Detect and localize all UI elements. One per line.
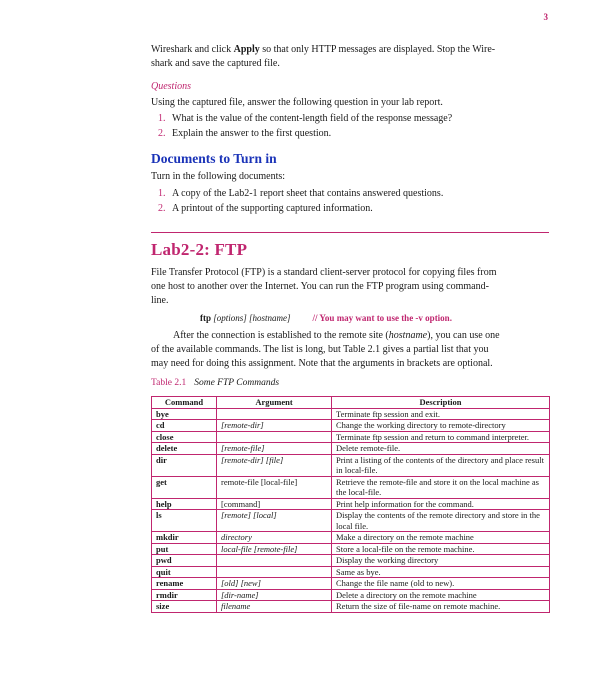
ftp-commands-table <box>151 396 550 613</box>
description-cell: Display the contents of the remote directory and store in the local file. <box>332 510 550 532</box>
description-cell: Delete remote-file. <box>332 443 550 455</box>
argument-cell: local-file [remote-file] <box>217 543 332 555</box>
list-item <box>158 186 443 201</box>
intro-paragraph <box>151 43 551 71</box>
command-cell: help <box>152 498 217 510</box>
document-text: A copy of the Lab2-1 report sheet that contains answered questions. <box>172 188 444 199</box>
argument-cell: remote-file [local-file] <box>217 476 332 498</box>
command-cell: cd <box>152 420 217 432</box>
argument-cell: [remote-dir] [file] <box>217 454 332 476</box>
table-row <box>152 555 550 567</box>
ftp-command-line <box>200 313 452 323</box>
questions-heading: Questions <box>151 81 191 92</box>
description-cell: Make a directory on the remote machine <box>332 532 550 544</box>
list-item <box>158 111 452 126</box>
ftp-command: ftp <box>200 313 211 323</box>
paragraph-line: one host to another over the Internet. You can run the FTP program using command- <box>151 281 489 292</box>
column-header-command: Command <box>152 397 217 409</box>
document-text: A printout of the supporting captured information. <box>172 203 373 214</box>
argument-cell <box>217 431 332 443</box>
command-cell: put <box>152 543 217 555</box>
column-header-description: Description <box>332 397 550 409</box>
question-text: What is the value of the content-length field of the response message? <box>172 113 453 124</box>
table-row <box>152 543 550 555</box>
list-number: 1. <box>158 113 166 124</box>
table-row <box>152 532 550 544</box>
apply-keyword: Apply <box>233 44 260 55</box>
command-cell: get <box>152 476 217 498</box>
paragraph-line: may need for doing this assignment. Note that the arguments in brackets are optional. <box>151 358 493 369</box>
argument-cell: [remote] [local] <box>217 510 332 532</box>
command-cell: bye <box>152 408 217 420</box>
questions-list <box>158 111 452 141</box>
description-cell: Retrieve the remote-file and store it on the local machine as the local-file. <box>332 476 550 498</box>
documents-lead: Turn in the following documents: <box>151 171 286 182</box>
table-row <box>152 566 550 578</box>
command-cell: mkdir <box>152 532 217 544</box>
command-cell: rename <box>152 578 217 590</box>
argument-cell <box>217 408 332 420</box>
section-divider <box>151 232 549 233</box>
command-cell: pwd <box>152 555 217 567</box>
argument-cell: [old] [new] <box>217 578 332 590</box>
hostname-term: hostname <box>388 330 428 341</box>
ftp-paragraph <box>151 266 551 308</box>
intro-text: shark and save the captured file. <box>151 58 280 69</box>
page-number: 3 <box>543 12 548 22</box>
table-row <box>152 601 550 613</box>
command-cell: rmdir <box>152 589 217 601</box>
table-caption <box>151 378 279 388</box>
question-text: Explain the answer to the first question. <box>172 128 332 139</box>
section-heading: Lab2-2: FTP <box>151 240 248 259</box>
intro-text: so that only HTTP messages are displayed. Stop the Wire- <box>259 44 496 55</box>
list-number: 2. <box>158 203 166 214</box>
description-cell: Return the size of file-name on remote machine. <box>332 601 550 613</box>
argument-cell: [command] <box>217 498 332 510</box>
table-row <box>152 431 550 443</box>
description-cell: Print a listing of the contents of the directory and place result in local-file. <box>332 454 550 476</box>
argument-cell <box>217 555 332 567</box>
list-item <box>158 126 452 141</box>
paragraph-line: of the available commands. The list is long, but Table 2.1 gives a partial list that you <box>151 344 489 355</box>
paragraph-line: ), you can use one <box>427 330 500 341</box>
questions-lead: Using the captured file, answer the following question in your lab report. <box>151 97 443 108</box>
list-item <box>158 201 443 216</box>
command-cell: close <box>152 431 217 443</box>
description-cell: Print help information for the command. <box>332 498 550 510</box>
description-cell: Change the file name (old to new). <box>332 578 550 590</box>
table-label: Table 2.1 <box>151 378 187 388</box>
intro-text: Wireshark and click <box>151 44 234 55</box>
argument-cell: directory <box>217 532 332 544</box>
argument-cell: [remote-file] <box>217 443 332 455</box>
argument-cell: [dir-name] <box>217 589 332 601</box>
list-number: 1. <box>158 188 166 199</box>
table-row <box>152 498 550 510</box>
commands-paragraph <box>151 329 551 371</box>
description-cell: Delete a directory on the remote machine <box>332 589 550 601</box>
command-cell: quit <box>152 566 217 578</box>
table-row <box>152 589 550 601</box>
command-cell: ls <box>152 510 217 532</box>
ftp-command-comment: // You may want to use the -v option. <box>312 313 452 323</box>
description-cell: Terminate ftp session and exit. <box>332 408 550 420</box>
table-row <box>152 420 550 432</box>
table-row <box>152 510 550 532</box>
description-cell: Store a local-file on the remote machine. <box>332 543 550 555</box>
table-title: Some FTP Commands <box>194 378 280 388</box>
list-number: 2. <box>158 128 166 139</box>
description-cell: Same as bye. <box>332 566 550 578</box>
description-cell: Display the working directory <box>332 555 550 567</box>
description-cell: Terminate ftp session and return to command interpreter. <box>332 431 550 443</box>
paragraph-line: After the connection is established to the remote site ( <box>173 330 389 341</box>
argument-cell: [remote-dir] <box>217 420 332 432</box>
command-cell: delete <box>152 443 217 455</box>
documents-list <box>158 186 443 216</box>
paragraph-line: File Transfer Protocol (FTP) is a standard client-server protocol for copying files from <box>151 267 497 278</box>
table-header-row <box>152 397 550 409</box>
table-row <box>152 454 550 476</box>
table-row <box>152 443 550 455</box>
argument-cell <box>217 566 332 578</box>
table-row <box>152 578 550 590</box>
command-cell: size <box>152 601 217 613</box>
table-row <box>152 408 550 420</box>
paragraph-line: line. <box>151 295 169 306</box>
command-cell: dir <box>152 454 217 476</box>
table-row <box>152 476 550 498</box>
ftp-command-args: [options] [hostname] <box>211 313 291 323</box>
documents-heading: Documents to Turn in <box>151 151 277 166</box>
description-cell: Change the working directory to remote-directory <box>332 420 550 432</box>
argument-cell: filename <box>217 601 332 613</box>
column-header-argument: Argument <box>217 397 332 409</box>
